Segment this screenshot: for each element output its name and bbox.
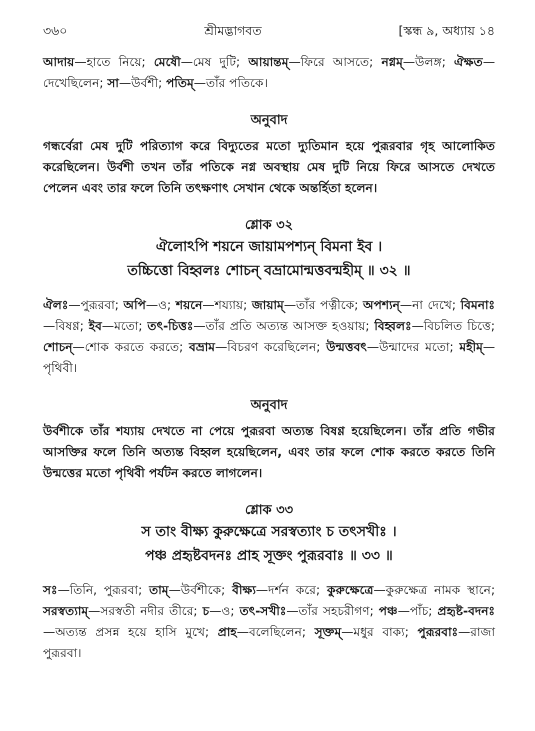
synonym-meaning: দর্শন করে bbox=[268, 583, 316, 597]
synonym-meaning: তাঁর পত্নীকে bbox=[296, 298, 355, 312]
synonym-meaning: শোক করতে করতে bbox=[84, 340, 180, 354]
synonym-word: মহীম্ bbox=[459, 340, 483, 354]
synonym-word: ইব bbox=[88, 319, 102, 333]
synonym-word: সঃ bbox=[43, 583, 58, 597]
page-header bbox=[43, 22, 495, 40]
verse-33-line-1: স তাং বীক্ষ্য কুরুক্ষেত্রে সরস্বত্যাং চ তৎসখীঃ । bbox=[141, 524, 397, 540]
book-title: শ্রীমদ্ভাগবত bbox=[204, 23, 262, 38]
synonym-meaning: হাতে নিয়ে bbox=[86, 55, 142, 69]
synonym-word: পুরূরবাঃ bbox=[417, 625, 459, 639]
chapter-reference: [স্কন্ধ ৯, অধ্যায় ১৪ bbox=[398, 23, 495, 38]
synonym-meaning: তাঁর প্রতি অত্যন্ত আসক্ত হওয়ায় bbox=[205, 319, 366, 333]
synonym-meaning: পুরূরবা bbox=[80, 298, 115, 312]
synonym-meaning: না দেখে bbox=[412, 298, 452, 312]
synonym-word: শয়নে bbox=[175, 298, 203, 312]
synonym-word: সা bbox=[107, 76, 119, 90]
synonym-meaning: মতো bbox=[114, 319, 139, 333]
synonym-word: সরস্বত্যাম্ bbox=[43, 604, 89, 618]
synonym-meaning: বলেছিলেন bbox=[248, 625, 302, 639]
synonym-meaning: পাঁচ bbox=[409, 604, 429, 618]
synonym-meaning: উর্বশীকে bbox=[180, 583, 222, 597]
synonym-word: বিহ্বলঃ bbox=[374, 319, 412, 333]
synonym-meaning: রাজা পুরূরবা bbox=[43, 625, 495, 660]
verse-32-line-1: ঐলোঽপি শয়নে জায়ামপশ্যন্ বিমনা ইব । bbox=[155, 239, 383, 255]
synonym-word: আদায় bbox=[43, 55, 75, 69]
page-number: ৩৬০ bbox=[43, 23, 68, 38]
synonym-word: অপি bbox=[123, 298, 146, 312]
synonym-word: নগ্নম্ bbox=[381, 55, 403, 69]
synonym-word: জায়াম্ bbox=[251, 298, 284, 312]
synonym-meaning: তিনি, পুরূরবা bbox=[69, 583, 139, 597]
translation-heading-32: অনুবাদ bbox=[250, 398, 288, 413]
synonym-word: বভ্রাম bbox=[189, 340, 216, 354]
synonym-meaning: সরস্বতী নদীর তীরে bbox=[100, 604, 194, 618]
synonym-meaning: বিচরণ করেছিলেন bbox=[227, 340, 317, 354]
synonym-word: আয়ান্তম্ bbox=[248, 55, 289, 69]
synonym-word: প্রহৃষ্ট-বদনঃ bbox=[437, 604, 496, 618]
synonym-word: পঞ্চ bbox=[378, 604, 398, 618]
synonym-meaning: ফিরে আসতে bbox=[300, 55, 370, 69]
synonym-word: পতিম্ bbox=[166, 76, 194, 90]
synonym-meaning: উন্মাদের মতো bbox=[379, 340, 450, 354]
synonym-word: কুরুক্ষেত্রে bbox=[326, 583, 374, 597]
synonym-meaning: দেখেছিলেন bbox=[43, 76, 100, 90]
synonym-meaning: ও bbox=[221, 604, 231, 618]
synonym-word: শোচন্ bbox=[43, 340, 73, 354]
translation-32: উর্বশীকে তাঁর শয্যায় দেখতে না পেয়ে পুরূরবা অত্যন্ত বিষণ্ণ হয়েছিলেন। তাঁর প্রতি গভীর আসক্তির ফলে তিনি অত্যন্ত বিহ্বল হয়েছিলেন, এবং তার ফলে শোক করতে করতে তিনি উন্মত্তের মতো পৃথিবী পর্যটন করতে লাগলেন। bbox=[43, 424, 495, 480]
synonym-meaning: উর্বশী bbox=[131, 76, 159, 90]
synonym-word: তাম্ bbox=[149, 583, 169, 597]
synonym-word: ঐক্ষত bbox=[454, 55, 483, 69]
synonym-word: উন্মত্তবৎ bbox=[326, 340, 367, 354]
translation-heading-31: অনুবাদ bbox=[250, 113, 288, 128]
synonym-meaning: অত্যন্ত প্রসন্ন হয়ে হাসি মুখে bbox=[55, 625, 205, 639]
synonym-meaning: মধুর বাক্য bbox=[353, 625, 405, 639]
synonym-word: প্রাহ bbox=[217, 625, 237, 639]
translation-31: গন্ধর্বেরা মেষ দুটি পরিত্যাগ করে বিদ্যুতের মতো দ্যুতিমান হয়ে পুরূরবার গৃহ আলোকিত করেছিলেন। উর্বশী তখন তাঁর পতিকে নগ্ন অবস্থায় মেষ দুটি নিয়ে ফিরে আসতে দেখতে পেলেন এবং তার ফলে তিনি তৎক্ষণাৎ সেখান থেকে অন্তর্হিতা হলেন। bbox=[43, 139, 495, 195]
synonym-word: অপশ্যন্ bbox=[363, 298, 400, 312]
synonym-word: মেষৌ bbox=[153, 55, 181, 69]
synonym-meaning: তাঁর সহচরীগণ bbox=[298, 604, 370, 618]
synonym-word: ঐলঃ bbox=[43, 298, 69, 312]
synonym-word: তৎ-চিত্তঃ bbox=[147, 319, 194, 333]
synonym-word: বীক্ষ্য bbox=[232, 583, 256, 597]
synonym-meaning: ও bbox=[158, 298, 168, 312]
synonym-meaning: মেষ দুটি bbox=[192, 55, 237, 69]
synonyms-32: ঐলঃ—পুরূরবা; অপি—ও; শয়নে—শয্যায়; জায়াম্—তাঁর পত্নীকে; অপশ্যন্—না দেখে; বিমনাঃ—বিষণ্ণ; ইব—মতো; তৎ-চিত্তঃ—তাঁর প্রতি অত্যন্ত আসক্ত হওয়ায়; বিহ্বলঃ—বিচলিত চিত্তে; শোচন্—শোক করতে করতে; বভ্রাম—বিচরণ করেছিলেন; উন্মত্তবৎ—উন্মাদের মতো; মহীম্—পৃথিবী। bbox=[43, 298, 496, 375]
sloka-heading-32: শ্লোক ৩২ bbox=[244, 218, 294, 233]
synonym-meaning: কুরুক্ষেত্র নামক স্থানে bbox=[385, 583, 491, 597]
verse-32-line-2: তচ্চিত্তো বিহ্বলঃ শোচন্ বভ্রামোন্মত্তবন্মহীম্ ॥ ৩২ ॥ bbox=[127, 263, 411, 279]
synonym-word: তৎ-সখীঃ bbox=[239, 604, 287, 618]
page bbox=[43, 22, 495, 664]
sloka-heading-33: শ্লোক ৩৩ bbox=[244, 503, 294, 518]
synonym-word: সূক্তম্ bbox=[314, 625, 342, 639]
synonyms-33: সঃ—তিনি, পুরূরবা; তাম্—উর্বশীকে; বীক্ষ্য—দর্শন করে; কুরুক্ষেত্রে—কুরুক্ষেত্র নামক স্থানে; সরস্বত্যাম্—সরস্বতী নদীর তীরে; চ—ও; তৎ-সখীঃ—তাঁর সহচরীগণ; পঞ্চ—পাঁচ; প্রহৃষ্ট-বদনঃ—অত্যন্ত প্রসন্ন হয়ে হাসি মুখে; প্রাহ—বলেছিলেন; সূক্তম্—মধুর বাক্য; পুরূরবাঃ—রাজা পুরূরবা। bbox=[43, 583, 496, 660]
synonym-meaning: শয্যায় bbox=[214, 298, 244, 312]
verse-33-line-2: পঞ্চ প্রহৃষ্টবদনঃ প্রাহ সূক্তং পুরূরবাঃ ॥ ৩৩ ॥ bbox=[145, 548, 393, 564]
synonym-meaning: উলঙ্গ bbox=[415, 55, 442, 69]
synonym-meaning: পৃথিবী bbox=[43, 361, 73, 375]
synonym-meaning: বিচলিত চিত্তে bbox=[423, 319, 491, 333]
synonym-meaning: তাঁর পতিকে bbox=[205, 76, 264, 90]
synonym-word: বিমনাঃ bbox=[460, 298, 496, 312]
synonyms-31: আদায়—হাতে নিয়ে; মেষৌ—মেষ দুটি; আয়ান্তম্—ফিরে আসতে; নগ্নম্—উলঙ্গ; ঐক্ষত—দেখেছিলেন; সা—উর্বশী; পতিম্—তাঁর পতিকে। bbox=[43, 55, 496, 90]
synonym-word: চ bbox=[202, 604, 210, 618]
synonym-meaning: বিষণ্ণ bbox=[55, 319, 80, 333]
